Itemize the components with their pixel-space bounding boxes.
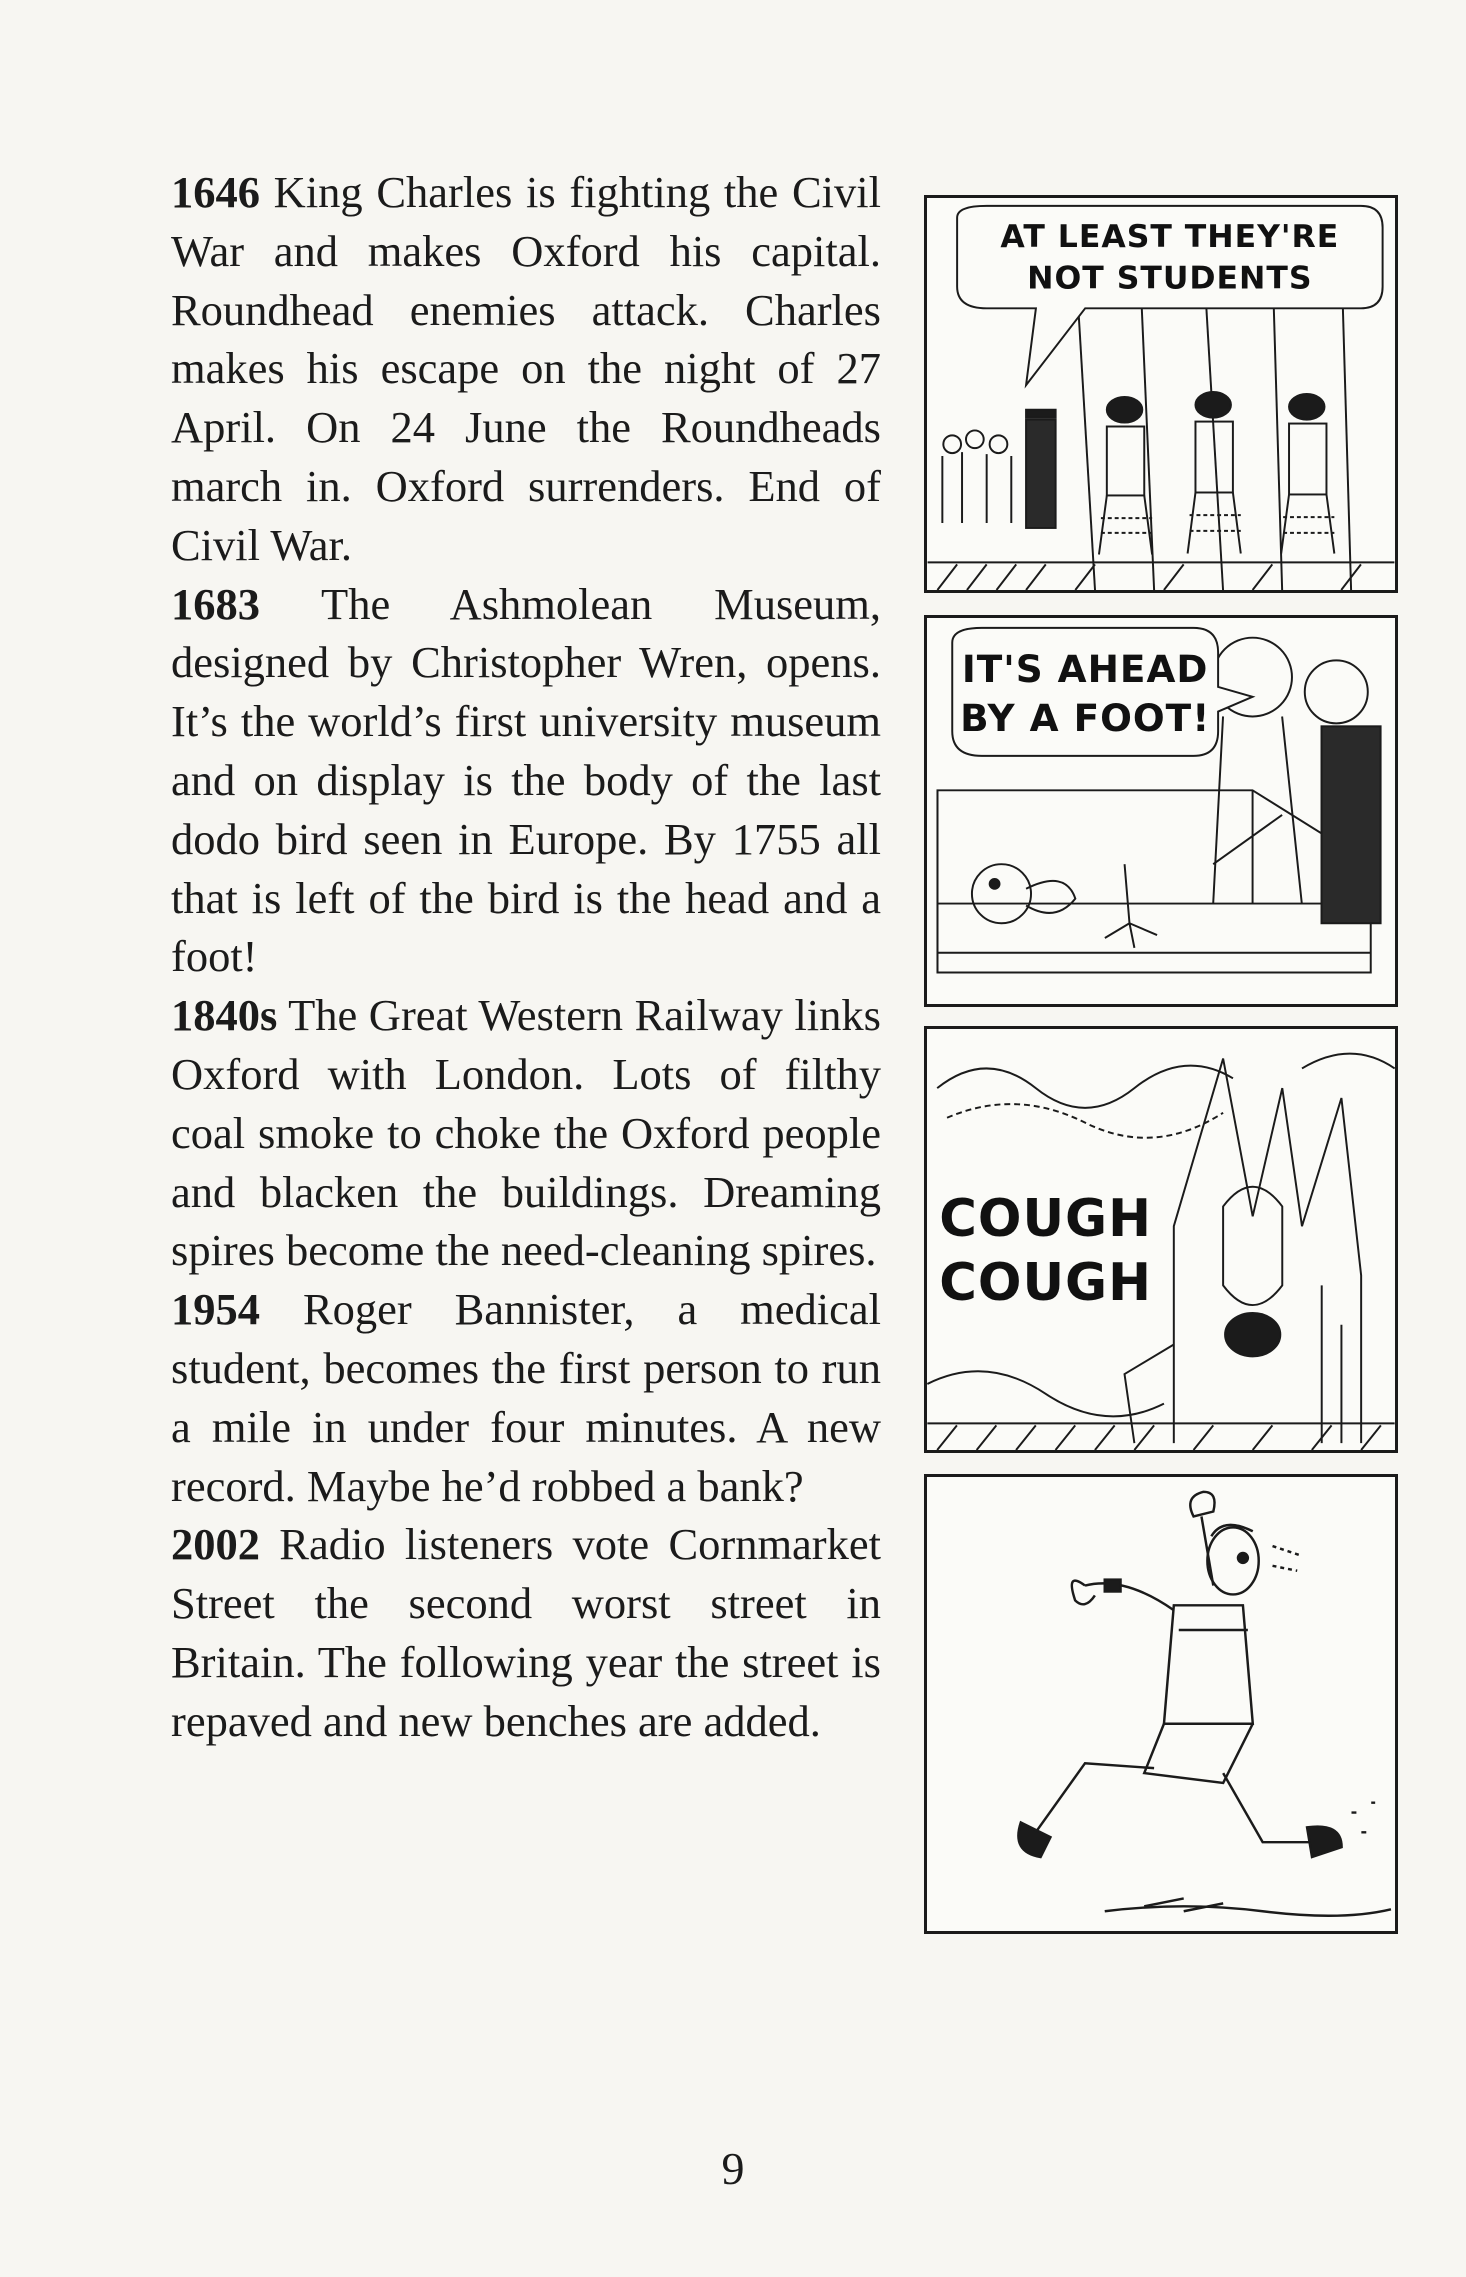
roundheads-illustration: [927, 198, 1395, 590]
spires-illustration: [927, 1029, 1395, 1450]
entry-1840s: [171, 986, 881, 1280]
entry-1646: [171, 163, 881, 575]
bubble-text-line1: IT'S AHEAD: [961, 647, 1209, 692]
cough-text-line2: COUGH: [939, 1253, 1152, 1314]
cartoon-panel-roundheads: [924, 195, 1398, 593]
entry-2002: [171, 1515, 881, 1750]
entry-text: Radio listeners vote Cornmarket Street the second worst street in Britain. The following year the street is repaved and new benches are added.: [171, 1519, 881, 1746]
entry-text: The Ashmolean Museum, designed by Christopher Wren, opens. It’s the world’s first university museum and on display is the body of the last dodo bird seen in Europe. By 1755 all that is left of the bird is the head and a foot!: [171, 578, 881, 982]
cartoon-panel-runner: [924, 1474, 1398, 1934]
entry-text: The Great Western Railway links Oxford with London. Lots of filthy coal smoke to choke the Oxford people and blacken the buildings. Dreaming spires become the need-cleaning spires.: [171, 990, 881, 1276]
bubble-text-line1: AT LEAST THEY'RE: [1000, 219, 1340, 256]
entry-1683: [171, 575, 881, 987]
entry-text: King Charles is fighting the Civil War and makes Oxford his capital. Roundhead enemies attack. Charles makes his escape on the night of 27 April. On 24 June the Roundheads march in. Oxford surrenders. End of Civil War.: [171, 167, 881, 570]
entry-year: 1646: [171, 167, 260, 217]
entry-year: 1840s: [171, 990, 278, 1041]
entry-year: 1683: [171, 578, 260, 629]
bubble-text-line2: BY A FOOT!: [960, 696, 1211, 741]
text-column: [171, 163, 881, 1751]
entry-year: 2002: [171, 1519, 260, 1570]
entry-year: 1954: [171, 1284, 260, 1335]
runner-illustration: [927, 1477, 1395, 1931]
cough-text-line1: COUGH: [939, 1189, 1152, 1250]
cartoon-panel-dodo: [924, 615, 1398, 1007]
bubble-text-line2: NOT STUDENTS: [1027, 260, 1313, 297]
entry-1954: [171, 1280, 881, 1515]
cartoon-panel-spires: [924, 1026, 1398, 1453]
entry-text: Roger Bannister, a medical student, becomes the first person to run a mile in under four minutes. A new record. Maybe he’d robbed a bank?: [171, 1284, 881, 1511]
dodo-illustration: [927, 618, 1395, 1004]
page-number: 9: [721, 2143, 745, 2194]
